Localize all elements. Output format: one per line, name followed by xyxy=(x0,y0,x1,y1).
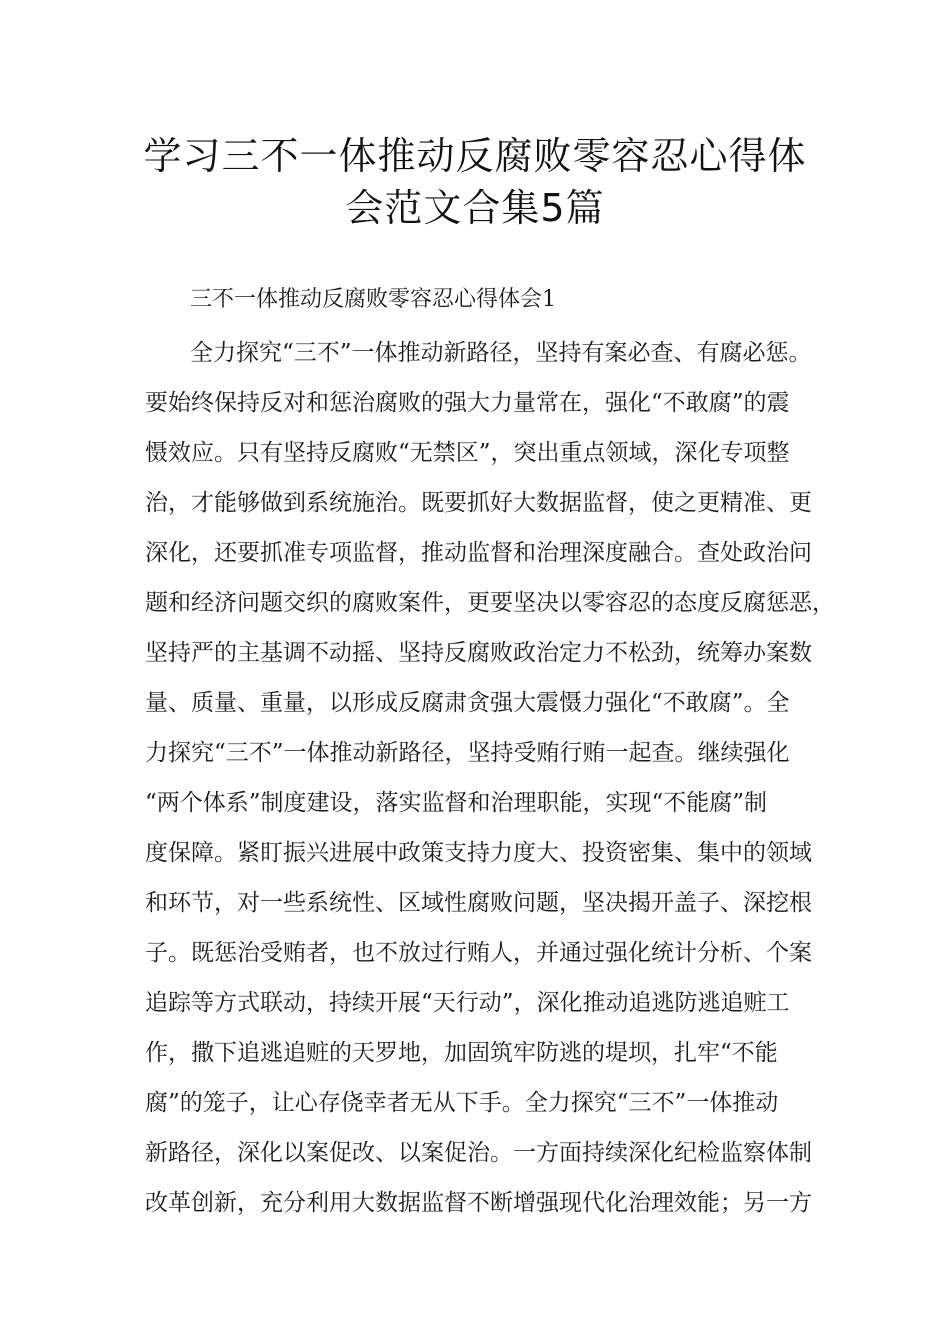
document-title xyxy=(0,130,950,234)
paragraph-line: 坚持严的主基调不动摇、坚持反腐败政治定力不松劲，统筹办案数 xyxy=(145,640,812,666)
paragraph-line: 题和经济问题交织的腐败案件，更要坚决以零容忍的态度反腐惩恶， xyxy=(145,590,835,616)
paragraph-line: 治，才能够做到系统施治。既要抓好大数据监督，使之更精准、更 xyxy=(145,490,812,516)
paragraph-line: 要始终保持反对和惩治腐败的强大力量常在，强化“不敢腐”的震 xyxy=(145,390,790,416)
paragraph-line: 深化，还要抓准专项监督，推动监督和治理深度融合。查处政治问 xyxy=(145,540,812,566)
paragraph-line: “两个体系”制度建设，落实监督和治理职能，实现“不能腐”制 xyxy=(145,790,768,816)
paragraph-line: 慑效应。只有坚持反腐败“无禁区”，突出重点领域，深化专项整 xyxy=(145,440,790,466)
paragraph-line: 力探究“三不”一体推动新路径，坚持受贿行贿一起查。继续强化 xyxy=(145,740,790,766)
paragraph-line: 腐”的笼子，让心存侥幸者无从下手。全力探究“三不”一体推动 xyxy=(145,1090,779,1116)
section-heading: 三不一体推动反腐败零容忍心得体会1 xyxy=(190,287,556,312)
paragraph-line: 追踪等方式联动，持续开展“天行动”，深化推动追逃防逃追赃工 xyxy=(145,990,790,1016)
paragraph-line: 子。既惩治受贿者，也不放过行贿人，并通过强化统计分析、个案 xyxy=(145,940,812,966)
paragraph-line: 度保障。紧盯振兴进展中政策支持力度大、投资密集、集中的领域 xyxy=(145,840,812,866)
paragraph-line: 作，撒下追逃追赃的天罗地，加固筑牢防逃的堤坝，扎牢“不能 xyxy=(145,1040,778,1066)
paragraph-line: 量、质量、重量，以形成反腐肃贪强大震慑力强化“不敢腐”。全 xyxy=(145,690,790,716)
paragraph-line: 全力探究“三不”一体推动新路径，坚持有案必查、有腐必惩。 xyxy=(190,340,812,366)
title-line-1: 学习三不一体推动反腐败零容忍心得体 xyxy=(143,134,807,178)
paragraph-line: 改革创新，充分利用大数据监督不断增强现代化治理效能；另一方 xyxy=(145,1190,812,1216)
title-line-2: 会范文合集5篇 xyxy=(345,186,605,230)
paragraph-line: 新路径，深化以案促改、以案促治。一方面持续深化纪检监察体制 xyxy=(145,1140,812,1166)
paragraph-line: 和环节，对一些系统性、区域性腐败问题，坚决揭开盖子、深挖根 xyxy=(145,890,812,916)
